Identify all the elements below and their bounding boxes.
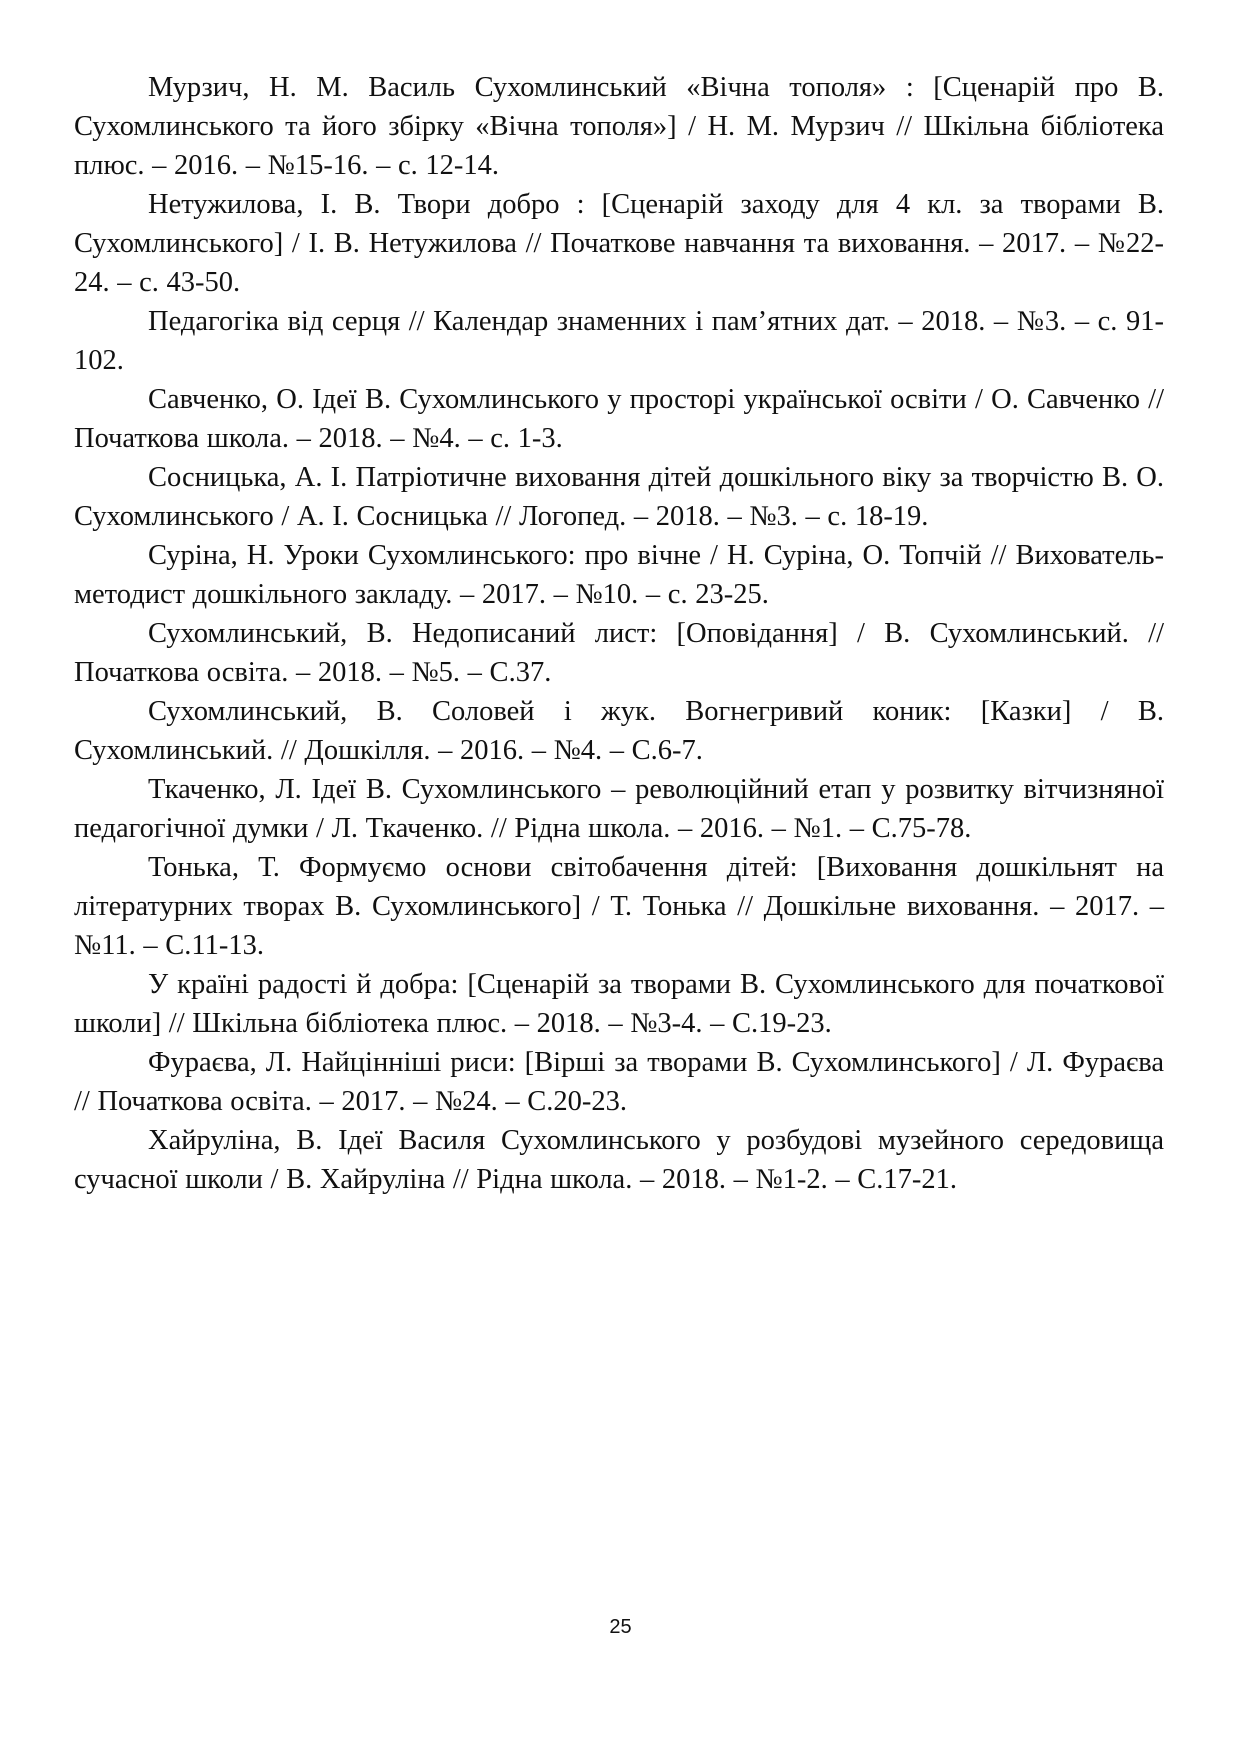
bibliography-entry: Сосницька, А. І. Патріотичне виховання дітей дошкільного віку за творчістю В. О. Сухомлинського / А. І. Сосницька // Логопед. – 2018. – №3. – с. 18-19. — [74, 462, 1164, 532]
bibliography-entry: Ткаченко, Л. Ідеї В. Сухомлинського – революційний етап у розвитку вітчизняної педагогічної думки / Л. Ткаченко. // Рідна школа. – 2016. – №1. – С.75-78. — [74, 774, 1164, 844]
bibliography-list — [74, 68, 1164, 1199]
bibliography-entry: Фураєва, Л. Найцінніші риси: [Вірші за творами В. Сухомлинського] / Л. Фураєва // Початкова освіта. – 2017. – №24. – С.20-23. — [74, 1047, 1164, 1117]
bibliography-entry: Нетужилова, І. В. Твори добро : [Сценарій заходу для 4 кл. за творами В. Сухомлинського] / І. В. Нетужилова // Початкове навчання та виховання. – 2017. – №22-24. – с. 43-50. — [74, 189, 1164, 298]
bibliography-entry: У країні радості й добра: [Сценарій за творами В. Сухомлинського для початкової школи] // Шкільна бібліотека плюс. – 2018. – №3-4. – С.19-23. — [74, 969, 1164, 1039]
bibliography-entry: Хайруліна, В. Ідеї Василя Сухомлинського у розбудові музейного середовища сучасної школи / В. Хайруліна // Рідна школа. – 2018. – №1-2. – С.17-21. — [74, 1125, 1164, 1195]
bibliography-entry: Мурзич, Н. М. Василь Сухомлинський «Вічна тополя» : [Сценарій про В. Сухомлинського та його збірку «Вічна тополя»] / Н. М. Мурзич // Шкільна бібліотека плюс. – 2016. – №15-16. – с. 12-14. — [74, 72, 1164, 181]
bibliography-entry: Тонька, Т. Формуємо основи світобачення дітей: [Виховання дошкільнят на літературних творах В. Сухомлинського] / Т. Тонька // Дошкільне виховання. – 2017. – №11. – С.11-13. — [74, 852, 1164, 961]
bibliography-entry: Сухомлинський, В. Соловей і жук. Вогнегривий коник: [Казки] / В. Сухомлинський. // Дошкілля. – 2016. – №4. – С.6-7. — [74, 696, 1164, 766]
bibliography-entry: Педагогіка від серця // Календар знаменних і пам’ятних дат. – 2018. – №3. – с. 91-102. — [74, 306, 1164, 376]
bibliography-entry: Савченко, О. Ідеї В. Сухомлинського у просторі української освіти / О. Савченко // Початкова школа. – 2018. – №4. – с. 1-3. — [74, 384, 1164, 454]
bibliography-entry: Сухомлинський, В. Недописаний лист: [Оповідання] / В. Сухомлинський. // Початкова освіта. – 2018. – №5. – С.37. — [74, 618, 1164, 688]
bibliography-entry: Суріна, Н. Уроки Сухомлинського: про вічне / Н. Суріна, О. Топчій // Вихователь-методист дошкільного закладу. – 2017. – №10. – с. 23-25. — [74, 540, 1164, 610]
page-number: 25 — [609, 1616, 632, 1638]
